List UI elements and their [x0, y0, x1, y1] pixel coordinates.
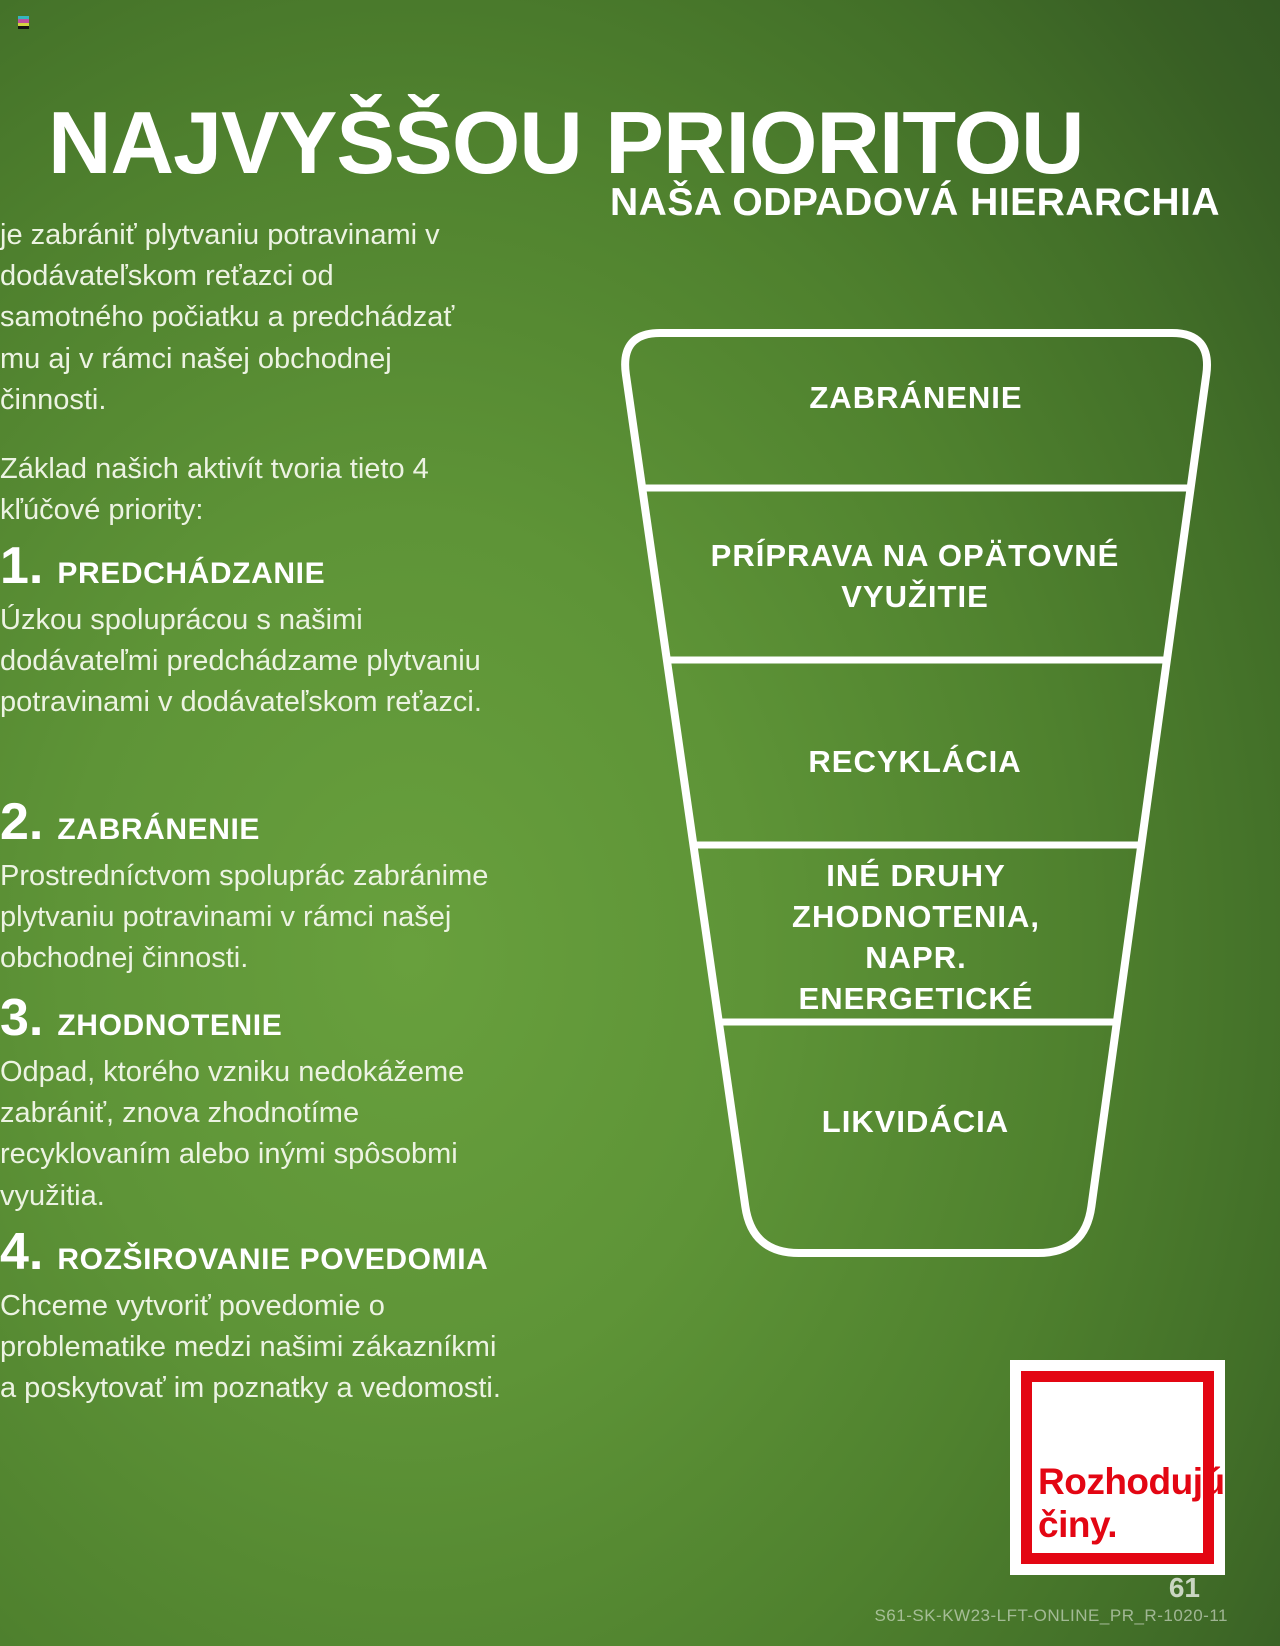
- priority-2-number: 2.: [0, 793, 44, 851]
- intro-paragraph-2: Základ našich aktivít tvoria tieto 4 kľúčové priority:: [0, 453, 429, 527]
- priority-4-number: 4.: [0, 1223, 44, 1281]
- regmark-black-stripe: [18, 26, 29, 29]
- priority-1-body: Úzkou spoluprácou s našimi dodávateľmi predchádzame plytvaniu potravinami v dodávateľskom reťazci.: [0, 604, 482, 719]
- priority-1-title: PREDCHÁDZANIE: [57, 557, 326, 590]
- priority-2-body: Prostredníctvom spoluprác zabránime plytvaniu potravinami v rámci našej obchodnej činnosti.: [0, 860, 489, 975]
- priority-2-title: ZABRÁNENIE: [57, 813, 261, 846]
- intro-paragraph: je zabrániť plytvaniu potravinami v dodávateľskom reťazci od samotného počiatku a predchádzať mu aj v rámci našej obchodnej činnosti.: [0, 219, 455, 416]
- priority-1-number: 1.: [0, 537, 44, 595]
- funnel-level-priprava: PRÍPRAVA NA OPÄTOVNÉ VYUŽITIE: [710, 538, 1120, 614]
- priority-2-header: [0, 792, 540, 852]
- hierarchy-heading: NAŠA ODPADOVÁ HIERARCHIA: [609, 181, 1221, 224]
- brand-claim-line-2: činy.: [1038, 1504, 1118, 1546]
- footer-code: S61-SK-KW23-LFT-ONLINE_PR_R-1020-11: [874, 1606, 1228, 1625]
- funnel-level-likvidacia: LIKVIDÁCIA: [821, 1104, 1010, 1139]
- brand-claim-logo: [1010, 1360, 1225, 1575]
- priority-item-2: [0, 792, 540, 980]
- priority-item-3: [0, 988, 540, 1217]
- brand-claim-text: [1038, 1460, 1225, 1547]
- priority-item-4: [0, 1222, 540, 1410]
- page-title: NAJVYŠŠOU PRIORITOU: [48, 92, 1084, 192]
- funnel-level-ine-druhy: INÉ DRUHY ZHODNOTENIA, NAPR. ENERGETICKÉ: [792, 858, 1040, 1016]
- priority-4-body: Chceme vytvoriť povedomie o problematike medzi našimi zákazníkmi a poskytovať im poznatky a vedomosti.: [0, 1290, 501, 1405]
- print-registration-mark-icon: [18, 16, 29, 29]
- priority-3-header: [0, 988, 540, 1048]
- priority-3-number: 3.: [0, 989, 44, 1047]
- priority-3-title: ZHODNOTENIE: [57, 1009, 283, 1042]
- page-number: 61: [1168, 1572, 1200, 1603]
- priority-item-1: [0, 536, 540, 724]
- priority-3-body: Odpad, ktorého vzniku nedokážeme zabrániť, znova zhodnotíme recyklovaním alebo inými spôsobmi využitia.: [0, 1056, 465, 1212]
- priority-4-header: [0, 1222, 540, 1282]
- funnel-level-recyklacia: RECYKLÁCIA: [808, 744, 1022, 779]
- priority-4-title: ROZŠIROVANIE POVEDOMIA: [57, 1243, 489, 1276]
- funnel-level-zabranenie: ZABRÁNENIE: [809, 380, 1023, 415]
- brand-claim-line-1: Rozhodujú: [1038, 1461, 1225, 1502]
- priority-1-header: [0, 536, 540, 596]
